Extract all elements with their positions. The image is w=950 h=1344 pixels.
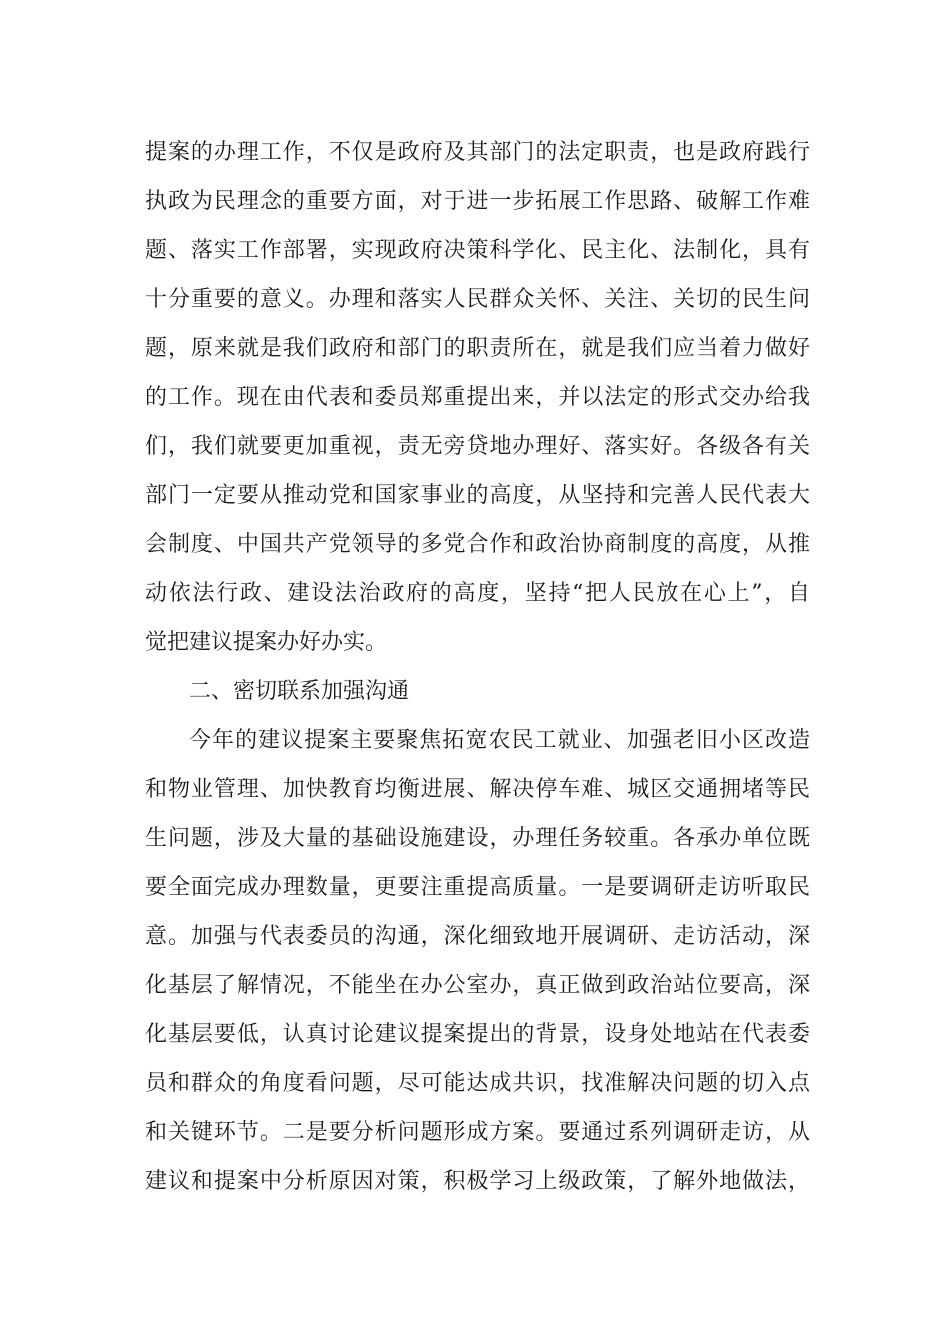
text-line: 题，原来就是我们政府和部门的职责所在，就是我们应当着力做好 — [145, 336, 810, 361]
text-line: 和物业管理、加快教育均衡进展、解决停车难、城区交通拥堵等民 — [145, 777, 810, 802]
text-line: 意。加强与代表委员的沟通，深化细致地开展调研、走访活动，深 — [145, 924, 810, 949]
text-line: 会制度、中国共产党领导的多党合作和政治协商制度的高度，从推 — [145, 532, 810, 557]
text-line: 提案的办理工作，不仅是政府及其部门的法定职责，也是政府践行 — [145, 140, 810, 165]
text-line: 执政为民理念的重要方面，对于进一步拓展工作思路、破解工作难 — [145, 189, 810, 214]
text-line: 今年的建议提案主要聚焦拓宽农民工就业、加强老旧小区改造 — [189, 728, 810, 753]
section-heading: 二、密切联系加强沟通 — [189, 679, 410, 704]
text-line: 建议和提案中分析原因对策，积极学习上级政策，了解外地做法， — [145, 1169, 810, 1194]
text-line: 部门一定要从推动党和国家事业的高度，从坚持和完善人民代表大 — [145, 483, 810, 508]
text-line: 生问题，涉及大量的基础设施建设，办理任务较重。各承办单位既 — [145, 826, 810, 851]
text-line: 十分重要的意义。办理和落实人民群众关怀、关注、关切的民生问 — [145, 287, 810, 312]
text-line: 动依法行政、建设法治政府的高度，坚持“把人民放在心上”，自 — [145, 581, 810, 606]
body-text — [145, 128, 810, 1206]
text-line: 化基层了解情况，不能坐在办公室办，真正做到政治站位要高，深 — [145, 973, 810, 998]
text-line: 觉把建议提案办好办实。 — [145, 630, 388, 655]
text-line: 要全面完成办理数量，更要注重提高质量。一是要调研走访听取民 — [145, 875, 810, 900]
text-line: 化基层要低，认真讨论建议提案提出的背景，设身处地站在代表委 — [145, 1022, 810, 1047]
text-line: 员和群众的角度看问题，尽可能达成共识，找准解决问题的切入点 — [145, 1071, 810, 1096]
text-line: 的工作。现在由代表和委员郑重提出来，并以法定的形式交办给我 — [145, 385, 810, 410]
text-line: 们，我们就要更加重视，责无旁贷地办理好、落实好。各级各有关 — [145, 434, 810, 459]
text-line: 题、落实工作部署，实现政府决策科学化、民主化、法制化，具有 — [145, 238, 810, 263]
text-line: 和关键环节。二是要分析问题形成方案。要通过系列调研走访，从 — [145, 1120, 810, 1145]
